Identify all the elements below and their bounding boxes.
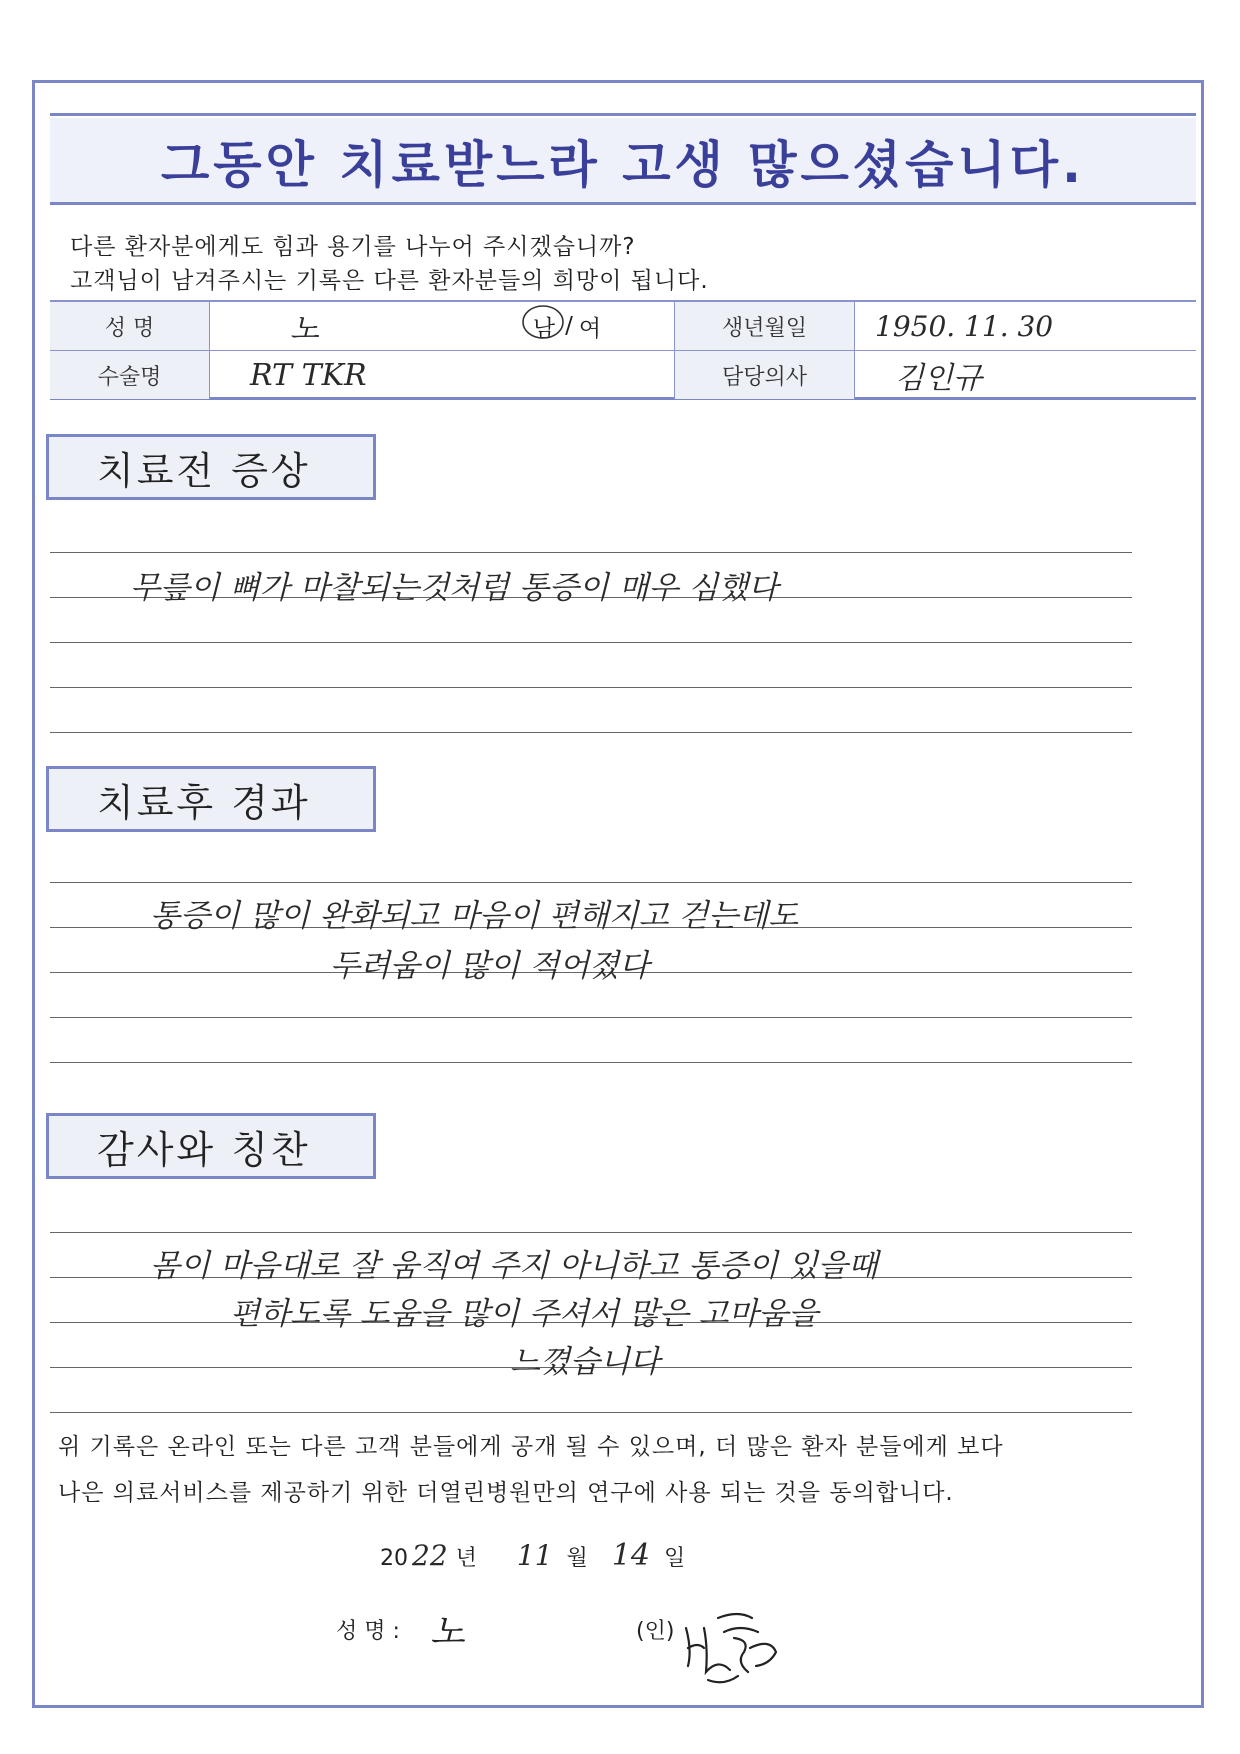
form-title-band: [50, 118, 1196, 204]
before-text-line-1[interactable]: 무릎이 뼈가 마찰되는것처럼 통증이 매우 심했다: [130, 570, 779, 606]
gender-separator: /: [565, 313, 573, 339]
intro-line-2: 고객님이 남겨주시는 기록은 다른 환자분들의 희망이 됩니다.: [70, 268, 709, 294]
gender-field[interactable]: [450, 302, 675, 350]
consent-line-1: 위 기록은 온라인 또는 다른 고객 분들에게 공개 될 수 있으며, 더 많은 환자 분들에게 보다: [58, 1434, 1004, 1460]
seal-label: (인): [636, 1619, 675, 1644]
section-thanks-title: 감사와 칭찬: [97, 1127, 311, 1172]
writing-line: [50, 1412, 1132, 1413]
thanks-text-line-1[interactable]: 몸이 마음대로 잘 움직여 주지 아니하고 통증이 있을때: [150, 1248, 878, 1284]
gender-female-label: 여: [578, 315, 602, 342]
patient-info-table: [50, 300, 1196, 400]
name-label: 성 명: [50, 302, 210, 350]
doctor-value[interactable]: 김인규: [895, 361, 982, 396]
date-day-unit: 일: [664, 1546, 686, 1571]
signature-name-value[interactable]: 노: [430, 1612, 465, 1653]
handwritten-signature-icon[interactable]: [678, 1588, 788, 1688]
gender-male-label: 남: [532, 315, 556, 342]
writing-line: [50, 1062, 1132, 1063]
title-top-rule: [50, 113, 1196, 116]
writing-line: [50, 687, 1132, 688]
thanks-text-line-2[interactable]: 편하도록 도움을 많이 주셔서 많은 고마움을: [230, 1296, 819, 1332]
writing-line: [50, 882, 1132, 883]
date-field[interactable]: [380, 1538, 685, 1573]
birth-value[interactable]: 1950. 11. 30: [875, 309, 1054, 343]
section-thanks-heading: [46, 1113, 376, 1179]
writing-line: [50, 732, 1132, 733]
name-value[interactable]: 노: [290, 312, 319, 347]
section-after-heading: [46, 766, 376, 832]
surgery-value[interactable]: RT TKR: [210, 351, 675, 399]
birth-label: 생년월일: [675, 302, 855, 350]
writing-line: [50, 1017, 1132, 1018]
gender-male-option[interactable]: [523, 310, 565, 343]
circle-mark-icon: [520, 303, 566, 341]
writing-line: [50, 642, 1132, 643]
signature-name-label: 성 명 :: [336, 1619, 400, 1644]
intro-line-1: 다른 환자분에게도 힘과 용기를 나누어 주시겠습니까?: [70, 234, 636, 260]
doctor-label: 담당의사: [675, 351, 855, 399]
date-year-prefix: 20: [380, 1546, 408, 1571]
writing-line: [50, 552, 1132, 553]
date-day-hand[interactable]: 14: [611, 1538, 650, 1573]
section-before-heading: [46, 434, 376, 500]
date-year-hand[interactable]: 22: [412, 1539, 448, 1572]
title-bottom-rule: [50, 202, 1196, 205]
date-year-unit: 년: [455, 1546, 477, 1571]
consent-line-2: 나은 의료서비스를 제공하기 위한 더열린병원만의 연구에 사용 되는 것을 동의합니다.: [58, 1480, 954, 1506]
section-after-title: 치료후 경과: [97, 780, 311, 825]
section-before-title: 치료전 증상: [97, 448, 311, 493]
thanks-text-line-3[interactable]: 느꼈습니다: [510, 1344, 660, 1380]
writing-line: [50, 1232, 1132, 1233]
after-text-line-2[interactable]: 두려움이 많이 적어졌다: [330, 948, 650, 984]
date-month-unit: 월: [566, 1546, 588, 1571]
surgery-label: 수술명: [50, 351, 210, 399]
form-title: 그동안 치료받느라 고생 많으셨습니다.: [160, 136, 1085, 194]
date-month-hand[interactable]: 11: [516, 1539, 553, 1572]
after-text-line-1[interactable]: 통증이 많이 완화되고 마음이 편해지고 걷는데도: [150, 898, 799, 934]
